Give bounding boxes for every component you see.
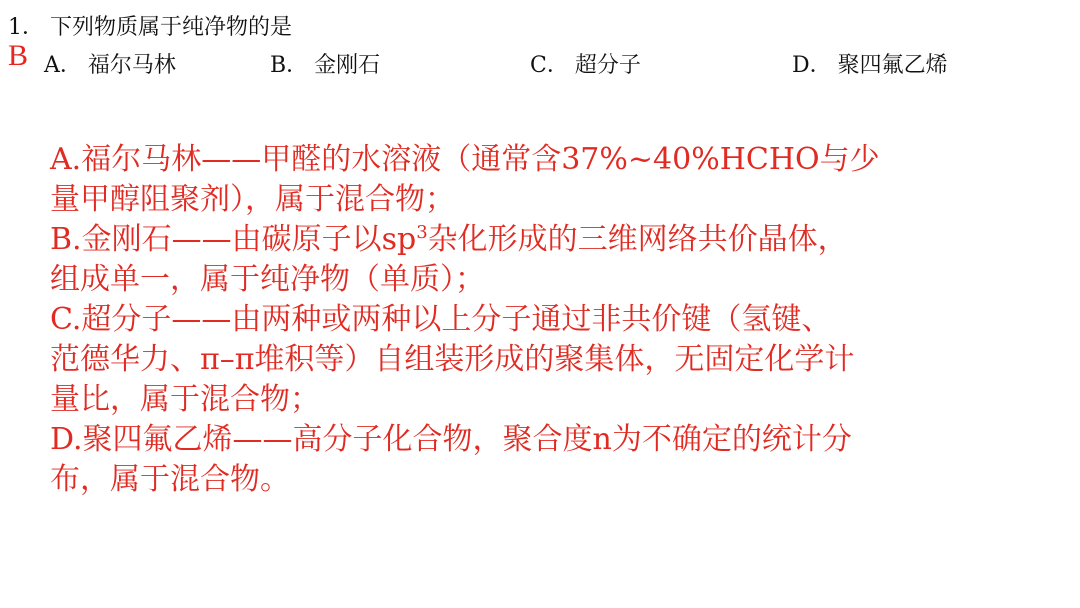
question-number: 1． bbox=[8, 15, 44, 40]
explanation-text: 杂化形成的三维网络共价晶体， bbox=[427, 222, 848, 257]
explanation-line: 范德华力、π–π堆积等）自组装形成的聚集体，无固定化学计 bbox=[50, 342, 855, 377]
option-c bbox=[530, 52, 641, 80]
explanation-line: 组成单一，属于纯净物（单质）； bbox=[50, 262, 485, 297]
answer-mark: B bbox=[8, 39, 29, 72]
explanation-text: B.金刚石——由碳原子以sp bbox=[50, 222, 417, 257]
option-d bbox=[792, 52, 948, 80]
explanation-line: 布，属于混合物。 bbox=[50, 462, 290, 497]
option-letter: B． bbox=[270, 53, 309, 78]
explanation-line: 量比，属于混合物； bbox=[50, 382, 320, 417]
option-letter: A． bbox=[44, 53, 82, 78]
superscript-three: 3 bbox=[416, 222, 428, 243]
explanation-block bbox=[50, 140, 1050, 500]
option-a bbox=[44, 52, 176, 80]
explanation-line: A.福尔马林——甲醛的水溶液（通常含37%~40%HCHO与少 bbox=[50, 142, 880, 177]
option-text: 金刚石 bbox=[314, 53, 381, 78]
question-text: 下列物质属于纯净物的是 bbox=[50, 15, 293, 40]
explanation-line: 量甲醇阻聚剂），属于混合物； bbox=[50, 182, 455, 217]
question-title bbox=[8, 14, 292, 42]
option-text: 超分子 bbox=[574, 53, 641, 78]
option-text: 聚四氟乙烯 bbox=[837, 53, 948, 78]
explanation-line: C.超分子——由两种或两种以上分子通过非共价键（氢键、 bbox=[50, 302, 832, 337]
option-text: 福尔马林 bbox=[87, 53, 176, 78]
option-letter: D． bbox=[792, 53, 832, 78]
option-b bbox=[270, 52, 380, 80]
option-letter: C． bbox=[530, 53, 569, 78]
explanation-line: D.聚四氟乙烯——高分子化合物，聚合度n为不确定的统计分 bbox=[50, 422, 852, 457]
explanation-line bbox=[50, 220, 1050, 260]
